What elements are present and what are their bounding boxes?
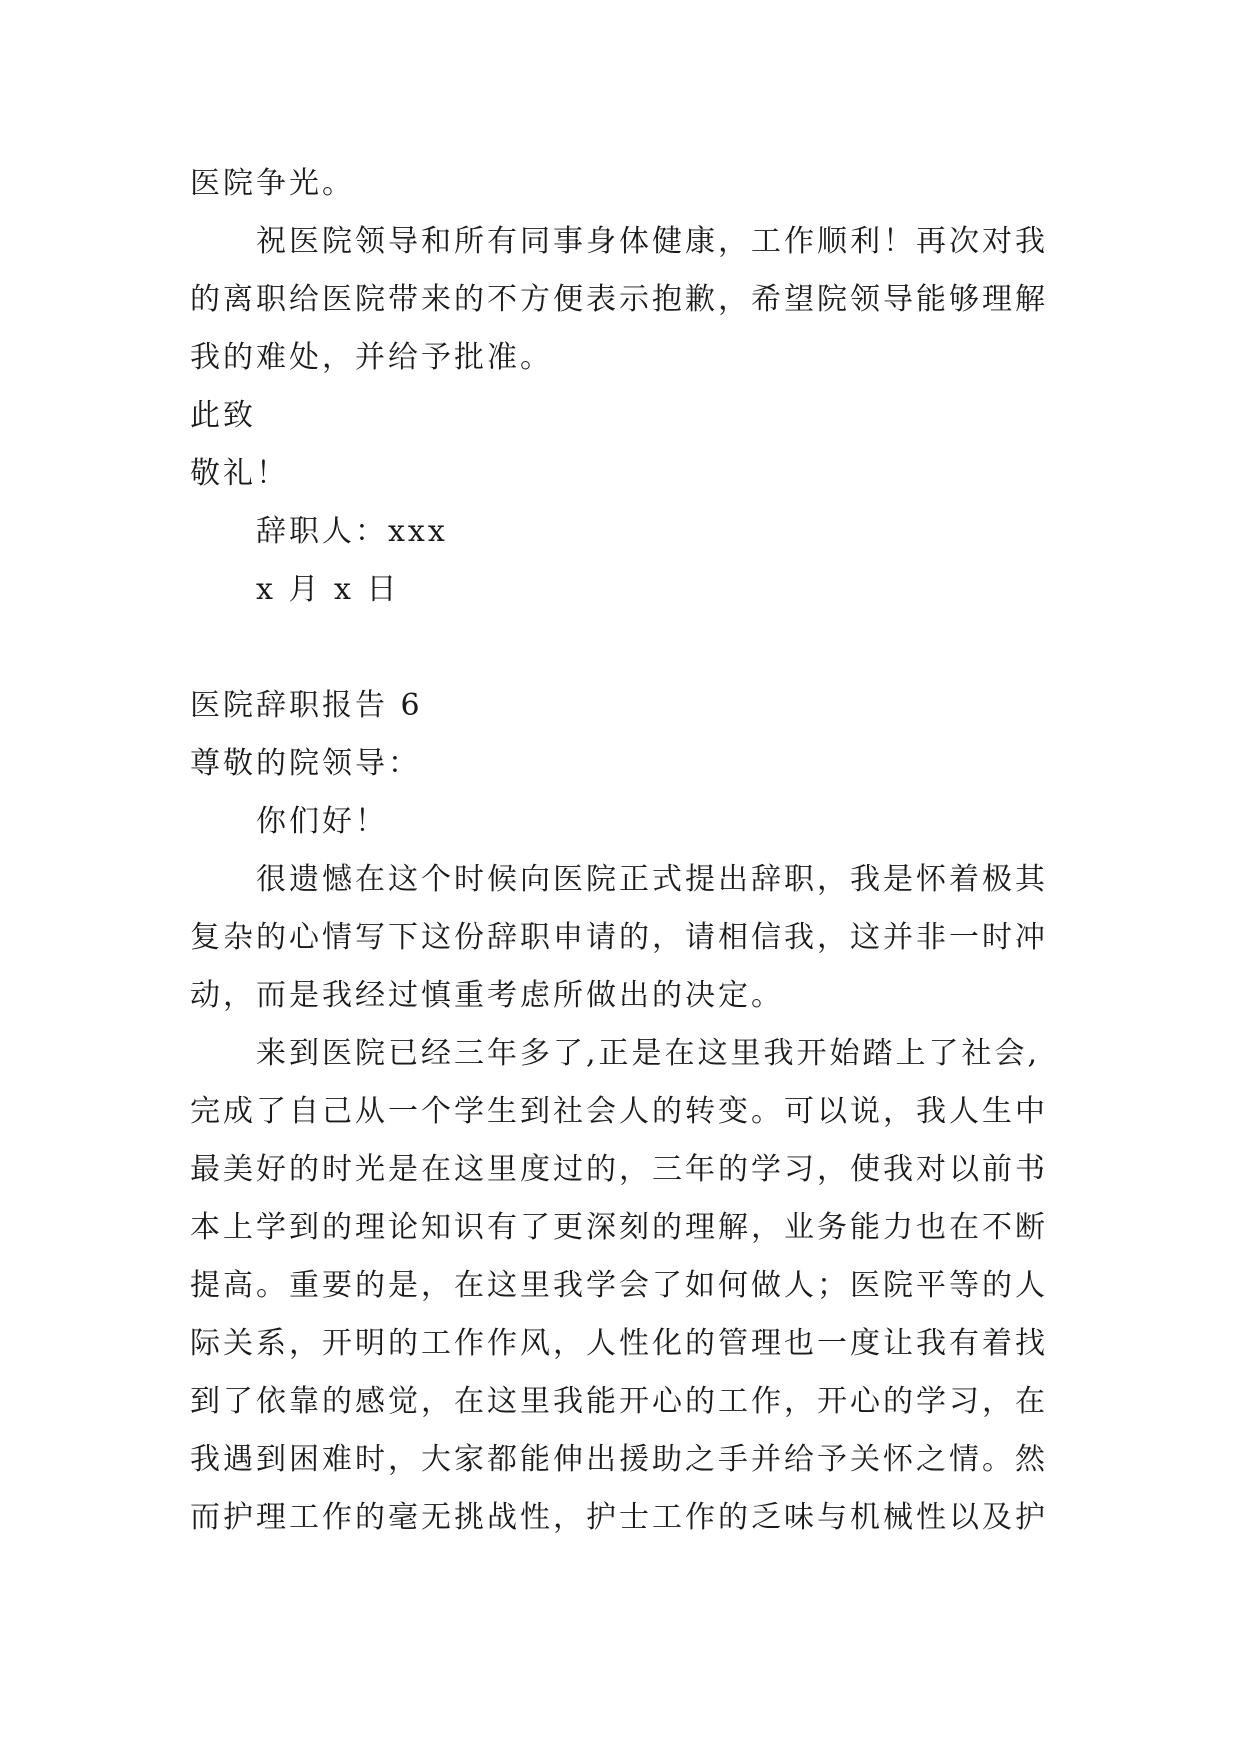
wishes-line-1: 祝医院领导和所有同事身体健康，工作顺利！再次对我 — [256, 224, 1048, 259]
signer-line: 辞职人：xxx — [256, 514, 448, 549]
section-gap — [190, 619, 1060, 677]
para2-line-8: 我遇到困难时，大家都能伸出援助之手并给予关怀之情。然 — [190, 1442, 1048, 1477]
para1-line-1: 很遗憾在这个时候向医院正式提出辞职，我是怀着极其 — [256, 862, 1048, 897]
para1-line-3: 动，而是我经过慎重考虑所做出的决定。 — [190, 978, 784, 1013]
para2-line-5: 提高。重要的是，在这里我学会了如何做人；医院平等的人 — [190, 1268, 1048, 1303]
para2-line-3: 最美好的时光是在这里度过的，三年的学习，使我对以前书 — [190, 1152, 1048, 1187]
para2-line-7: 到了依靠的感觉，在这里我能开心的工作，开心的学习，在 — [190, 1384, 1048, 1419]
letter2-greeting: 你们好！ — [256, 804, 388, 839]
para2-line-9: 而护理工作的毫无挑战性，护士工作的乏味与机械性以及护 — [190, 1500, 1048, 1535]
para2-line-4: 本上学到的理论知识有了更深刻的理解，业务能力也在不断 — [190, 1210, 1048, 1245]
para1-line-2: 复杂的心情写下这份辞职申请的，请相信我，这并非一时冲 — [190, 920, 1048, 955]
wishes-line-3: 我的难处，并给予批准。 — [190, 340, 553, 375]
letter2-title: 医院辞职报告 6 — [190, 688, 423, 723]
para2-line-1: 来到医院已经三年多了,正是在这里我开始踏上了社会, — [256, 1036, 1041, 1071]
document-page — [190, 155, 1060, 1547]
wishes-line-2: 的离职给医院带来的不方便表示抱歉，希望院领导能够理解 — [190, 282, 1048, 317]
salutation-jingli: 敬礼！ — [190, 456, 289, 491]
para2-line-2: 完成了自己从一个学生到社会人的转变。可以说，我人生中 — [190, 1094, 1048, 1129]
date-line: x 月 x 日 — [256, 572, 400, 607]
letter2-addressee: 尊敬的院领导： — [190, 746, 421, 781]
para2-line-6: 际关系，开明的工作作风，人性化的管理也一度让我有着找 — [190, 1326, 1048, 1361]
letter1-closing-fragment: 医院争光。 — [190, 166, 355, 201]
salutation-cizhi: 此致 — [190, 398, 256, 433]
